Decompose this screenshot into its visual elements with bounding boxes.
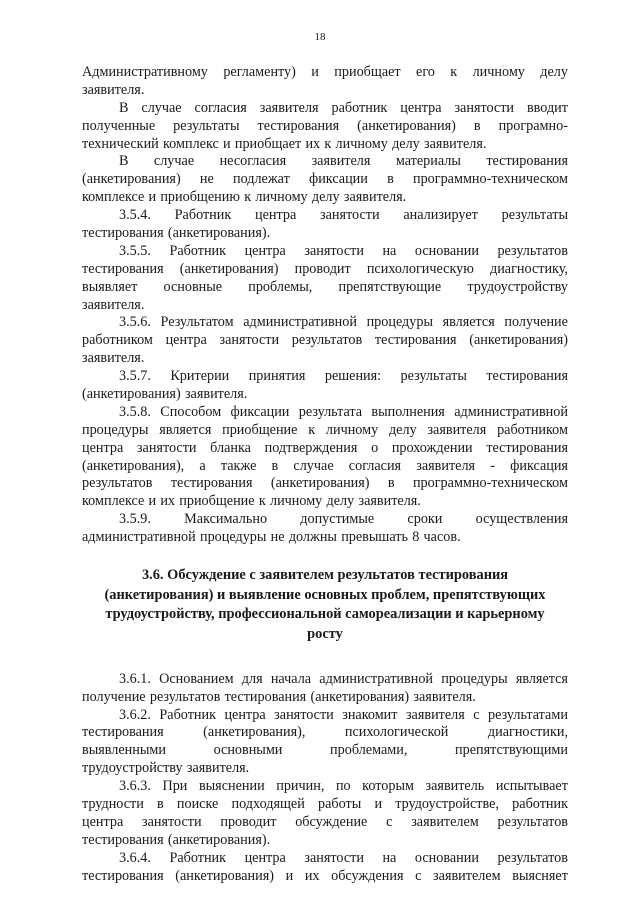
word: занятости	[304, 849, 364, 866]
word: тестирования	[170, 475, 253, 492]
word: основании	[414, 849, 479, 866]
word: 3.5.8.	[119, 403, 151, 420]
word: является	[442, 314, 495, 331]
word: программно-техническом	[412, 475, 568, 492]
word: несогласия	[219, 153, 287, 170]
word: приобщение	[222, 421, 298, 438]
word: результатов	[497, 849, 568, 866]
word: согласия	[194, 99, 247, 116]
word: в	[387, 475, 395, 492]
word: 3.5.7.	[119, 368, 151, 385]
word: приобщению	[160, 189, 240, 206]
word: с	[415, 867, 422, 884]
text-line	[82, 778, 568, 796]
word: Работник	[169, 849, 227, 866]
word: тестирования	[82, 225, 164, 242]
word: подтверждения	[264, 439, 358, 456]
word: тестирования	[224, 688, 307, 705]
word: Максимально	[184, 511, 268, 528]
text-line	[82, 832, 568, 850]
word: 3.5.6.	[119, 314, 151, 331]
word: подлежат	[232, 171, 290, 188]
text-line	[82, 529, 568, 547]
word: заявителя.	[82, 296, 145, 313]
word: (анкетирования)	[179, 260, 279, 277]
word: в	[387, 171, 394, 188]
word: личному	[335, 135, 388, 152]
word: трудности	[82, 796, 144, 813]
word: (анкетирования)	[175, 867, 274, 884]
text-line	[82, 207, 568, 225]
word: комплекс	[163, 135, 219, 152]
text-line	[82, 279, 568, 297]
paragraph	[82, 314, 568, 368]
word: и	[148, 493, 157, 510]
word: приобщает	[334, 64, 401, 80]
word: основными	[213, 742, 283, 759]
word: препятствующими	[455, 742, 568, 759]
paragraph	[82, 100, 568, 154]
word: 3.6.1.	[119, 670, 151, 687]
word: результаты	[400, 368, 467, 385]
word: (анкетирования)	[469, 332, 568, 349]
word: тестирования	[82, 724, 164, 741]
word: к	[450, 64, 458, 80]
text-line	[82, 314, 568, 332]
word: которым	[362, 778, 414, 795]
word: 3.6.2.	[119, 706, 151, 723]
word: выявляет	[82, 278, 138, 295]
word: в	[271, 457, 279, 474]
word: тестирования	[374, 332, 457, 349]
paragraph	[82, 671, 568, 707]
text-line	[82, 760, 568, 778]
paragraph	[82, 368, 568, 404]
text-line	[82, 475, 568, 493]
word: проблемы,	[248, 278, 313, 295]
text-line	[82, 511, 568, 529]
paragraph	[82, 243, 568, 315]
word: личному	[325, 421, 379, 438]
word: тестирования	[486, 153, 568, 170]
word: диагностики,	[487, 724, 568, 741]
word: материалы	[395, 153, 461, 170]
word: выясняет	[512, 867, 568, 884]
paragraph	[82, 707, 568, 779]
word: фиксация	[510, 457, 568, 474]
text-line	[82, 386, 568, 404]
word: сроки	[407, 511, 443, 528]
word: В	[119, 153, 129, 170]
word: часов.	[423, 529, 461, 546]
word: заявителя	[311, 153, 371, 170]
word: и	[374, 796, 383, 813]
word: результатов	[291, 332, 363, 349]
text-line	[82, 689, 568, 707]
word: (анкетирования).	[167, 831, 271, 848]
word: делу	[540, 64, 568, 80]
document-body	[82, 64, 568, 885]
word: комплексе	[82, 493, 145, 510]
page-number: 18	[314, 31, 326, 43]
word: заявителя	[259, 99, 319, 116]
word: начала	[270, 670, 312, 687]
word: регламенту)	[223, 64, 296, 80]
word: не	[270, 529, 285, 546]
word: заявителя.	[184, 386, 248, 403]
word: тестирования	[486, 439, 568, 456]
word: результата	[298, 403, 363, 420]
text-line	[82, 724, 568, 742]
word: принятия	[248, 368, 306, 385]
word: заявителя.	[82, 81, 145, 98]
word: программно-техническом	[412, 171, 568, 188]
word: Основанием	[159, 670, 234, 687]
word: и	[311, 64, 319, 80]
word: причин,	[276, 778, 325, 795]
word: решения:	[324, 368, 382, 385]
section-heading-line: (анкетирования) и выявление основных проблем, препятствующих	[104, 586, 546, 603]
word: результатов	[497, 813, 568, 830]
word: -	[490, 457, 495, 474]
word: 3.6.4.	[119, 849, 151, 866]
word: Работник	[174, 207, 232, 224]
word: работник	[331, 99, 388, 116]
word: приобщает	[234, 135, 302, 152]
text-line	[82, 868, 568, 886]
word: знакомит	[342, 706, 398, 723]
word: процедуры	[200, 529, 267, 546]
word: выполнения	[371, 403, 445, 420]
word: занятости	[304, 242, 364, 259]
word: и	[223, 135, 231, 152]
word: центра	[244, 242, 286, 259]
word: является	[159, 421, 212, 438]
word: процедуры	[366, 314, 433, 331]
word: психологической	[344, 724, 449, 741]
word: личному	[472, 64, 525, 80]
word: а	[199, 457, 206, 474]
word: к	[308, 421, 316, 438]
word: к	[244, 189, 252, 206]
word: заявителя.	[186, 760, 250, 777]
word: тестирования	[257, 117, 340, 134]
word: выявленными	[82, 742, 166, 759]
word: административной	[454, 403, 568, 420]
word: В	[119, 99, 129, 116]
word: 3.5.5.	[119, 242, 151, 259]
word: результатами	[488, 706, 568, 723]
word: процедуры	[82, 421, 149, 438]
text-line	[82, 440, 568, 458]
word: Способом	[160, 403, 222, 420]
word: заявителя	[416, 457, 476, 474]
word: работы	[318, 796, 362, 813]
section-heading-line: росту	[307, 626, 343, 643]
word: обсуждение	[295, 813, 368, 830]
word: делу	[392, 135, 420, 152]
word: результатов	[149, 688, 221, 705]
word: случае	[293, 457, 334, 474]
text-line	[82, 707, 568, 725]
word: заявителя.	[413, 688, 476, 705]
word: (анкетирования)	[82, 171, 181, 188]
text-line	[82, 422, 568, 440]
word: центра	[165, 332, 207, 349]
word: занятости	[142, 813, 202, 830]
word: тестирования	[82, 831, 164, 848]
paragraph	[82, 153, 568, 207]
paragraph	[82, 511, 568, 547]
word: диагностику,	[489, 260, 568, 277]
word: их	[305, 135, 321, 152]
word: к	[324, 135, 332, 152]
word: делу	[311, 189, 340, 206]
word: заявителя.	[343, 189, 407, 206]
word: вводит	[526, 99, 568, 116]
word: препятствующие	[338, 278, 442, 295]
word: результаты	[173, 117, 240, 134]
word: (анкетирования),	[203, 724, 306, 741]
word: трудоустройстве,	[395, 796, 499, 813]
word: технический	[82, 135, 159, 152]
text-line	[82, 297, 568, 315]
text-line	[82, 82, 568, 100]
word: результатов	[497, 242, 568, 259]
word: с	[386, 813, 393, 830]
word: случае	[141, 99, 182, 116]
word: также	[220, 457, 257, 474]
word: заявителем	[433, 867, 501, 884]
word: административной	[319, 670, 434, 687]
word: (анкетирования)	[357, 117, 456, 134]
word: основные	[163, 278, 223, 295]
word: о	[371, 439, 379, 456]
word: испытывает	[495, 778, 568, 795]
word: центра	[244, 849, 286, 866]
word: приобщение	[179, 493, 255, 510]
paragraph	[82, 207, 568, 243]
word: и	[285, 867, 294, 884]
text-line	[82, 243, 568, 261]
text-line	[82, 189, 568, 207]
word: основании	[414, 242, 479, 259]
text-line	[82, 404, 568, 422]
text-line	[82, 100, 568, 118]
word: их	[304, 867, 320, 884]
word: должны	[288, 529, 337, 546]
text-line	[82, 742, 568, 760]
word: и	[148, 189, 157, 206]
word: Результатом	[160, 314, 234, 331]
word: на	[382, 849, 397, 866]
word: анализирует	[403, 207, 478, 224]
word: на	[382, 242, 397, 259]
word: (анкетирования)	[310, 688, 410, 705]
text-line	[82, 458, 568, 476]
word: трудоустройству	[467, 278, 568, 295]
word: фиксации	[230, 403, 290, 420]
word: центра	[255, 207, 297, 224]
word: получение	[504, 314, 568, 331]
word: для	[241, 670, 263, 687]
word: 3.5.9.	[119, 511, 151, 528]
word: центра	[400, 99, 442, 116]
word: фиксации	[309, 171, 368, 188]
text-line	[82, 671, 568, 689]
word: не	[199, 171, 214, 188]
word: работником	[497, 421, 568, 438]
word: (анкетирования)	[270, 475, 370, 492]
word: работником	[82, 332, 153, 349]
word: результаты	[501, 207, 568, 224]
word: тестирования	[486, 368, 568, 385]
word: центра	[224, 706, 266, 723]
word: личному	[269, 493, 323, 510]
word: к	[258, 493, 266, 510]
word: заявитель	[425, 778, 485, 795]
word: работник	[512, 796, 568, 813]
word: обсуждения	[331, 867, 404, 884]
text-line	[82, 368, 568, 386]
word: (анкетирования).	[167, 225, 271, 242]
word: 3.6.3.	[119, 778, 151, 795]
word: выяснении	[198, 778, 265, 795]
word: Работник	[159, 706, 216, 723]
word: занятости	[320, 207, 380, 224]
word: прохождении	[391, 439, 473, 456]
word: полученные	[82, 117, 156, 134]
paragraph	[82, 778, 568, 850]
text-line	[82, 350, 568, 368]
text-line	[82, 332, 568, 350]
word: бланка	[210, 439, 251, 456]
text-line	[82, 171, 568, 189]
word: превышать	[341, 529, 408, 546]
word: програмно-	[498, 117, 568, 134]
word: комплексе	[82, 189, 145, 206]
text-line	[82, 796, 568, 814]
word: случае	[153, 153, 195, 170]
word: Административному	[82, 64, 208, 80]
paragraph	[82, 64, 568, 100]
word: Работник	[169, 242, 227, 259]
text-line	[82, 225, 568, 243]
word: его	[416, 64, 435, 80]
word: психологическую	[366, 260, 474, 277]
word: тестирования	[82, 867, 164, 884]
word: заявителя.	[82, 350, 145, 367]
word: допустимые	[300, 511, 375, 528]
word: трудоустройству	[82, 760, 183, 777]
word: заявителя.	[358, 493, 421, 510]
word: 8	[412, 529, 420, 546]
word: делу	[326, 493, 355, 510]
paragraph	[82, 404, 568, 511]
text-line	[82, 850, 568, 868]
word: является	[515, 670, 568, 687]
word: процедуры	[441, 670, 508, 687]
word: занятости	[274, 706, 334, 723]
word: результатов	[82, 475, 153, 492]
word: получение	[82, 688, 146, 705]
section-heading-line: трудоустройству, профессиональной самореализации и карьерному	[105, 606, 545, 623]
word: в	[473, 117, 481, 134]
word: проводит	[220, 813, 277, 830]
word: административной	[82, 529, 196, 546]
word: занятости	[136, 439, 197, 456]
word: заявителя	[427, 421, 487, 438]
word: При	[162, 778, 188, 795]
word: делу	[388, 421, 417, 438]
word: административной	[243, 314, 357, 331]
word: проблемами,	[330, 742, 408, 759]
paragraph	[82, 850, 568, 886]
word: осуществления	[475, 511, 568, 528]
word: личному	[255, 189, 308, 206]
text-line	[82, 493, 568, 511]
word: Критерии	[170, 368, 230, 385]
section-heading	[82, 566, 568, 645]
word: заявителем	[411, 813, 479, 830]
word: тестирования	[82, 260, 164, 277]
text-line	[82, 814, 568, 832]
word: (анкетирования)	[82, 386, 181, 403]
word: их	[160, 493, 176, 510]
word: в	[157, 796, 164, 813]
word: согласия	[348, 457, 402, 474]
word: центра	[82, 813, 124, 830]
word: по	[335, 778, 351, 795]
word: 3.5.4.	[119, 207, 151, 224]
word: занятости	[219, 332, 280, 349]
text-line	[82, 64, 568, 82]
word: заявителя.	[424, 135, 487, 152]
word: центра	[82, 439, 124, 456]
word: подходящей	[231, 796, 305, 813]
text-line	[82, 261, 568, 279]
text-line	[82, 136, 568, 154]
text-line	[82, 153, 568, 171]
word: занятости	[454, 99, 515, 116]
section-heading-line: 3.6. Обсуждение с заявителем результатов тестирования	[141, 567, 509, 584]
text-line	[82, 118, 568, 136]
word: с	[473, 706, 480, 723]
word: заявителя	[405, 706, 465, 723]
word: поиске	[176, 796, 219, 813]
word: (анкетирования),	[82, 457, 185, 474]
word: проводит	[294, 260, 351, 277]
